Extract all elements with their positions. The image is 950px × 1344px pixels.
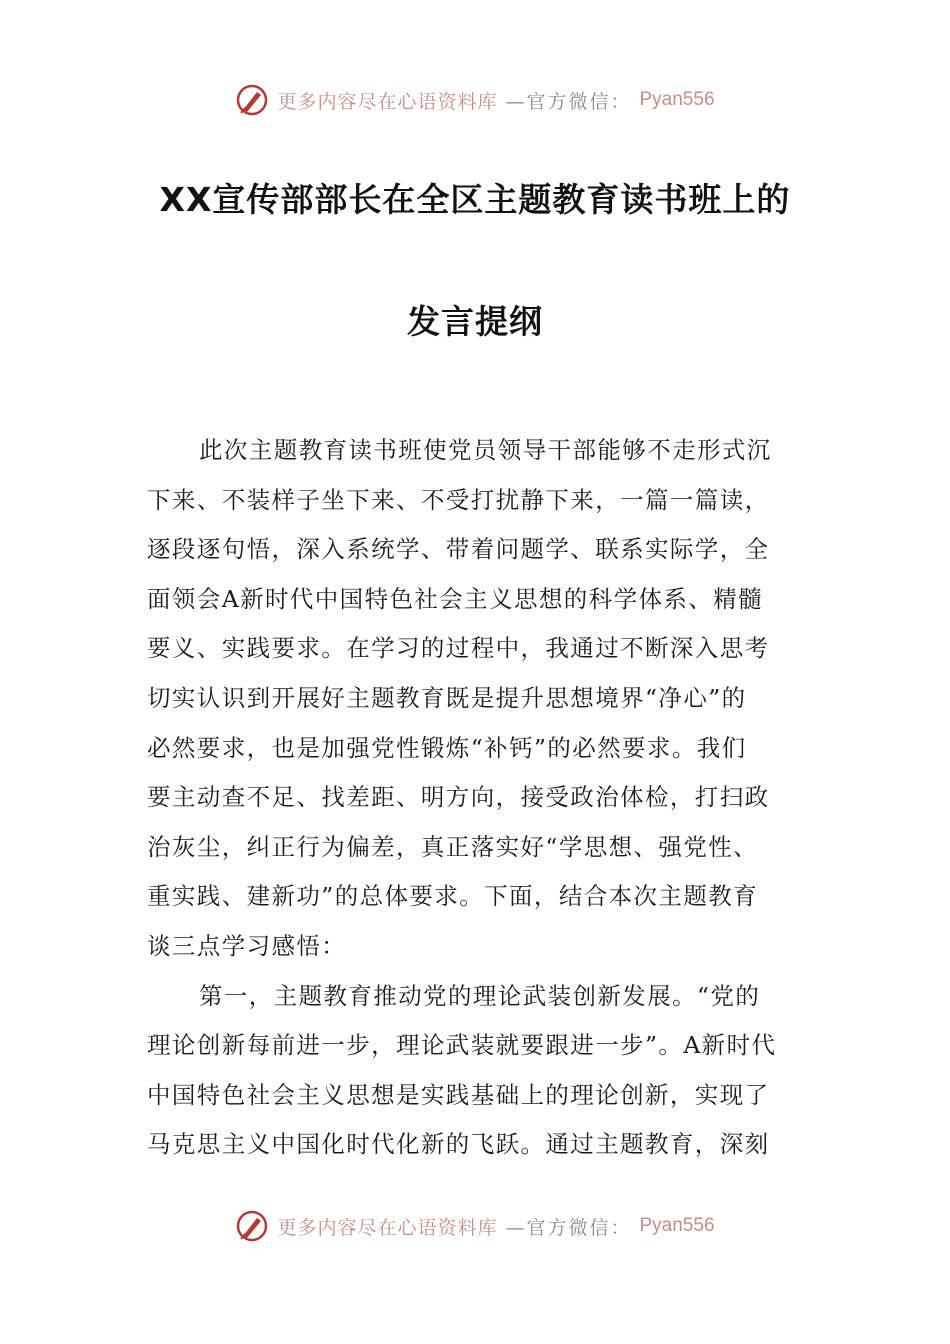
- banner-wechat-label: —官方微信：: [505, 1216, 632, 1239]
- body-line: 治灰尘，纠正行为偏差，真正落实好“学思想、强党性、: [147, 832, 759, 861]
- body-line: 重实践、建新功”的总体要求。下面，结合本次主题教育: [147, 882, 759, 911]
- document-title-line-2: 发言提纲: [407, 302, 543, 341]
- body-line: 中国特色社会主义思想是实践基础上的理论创新，实现了: [147, 1080, 770, 1109]
- banner-wechat-id: Pyan556: [639, 1215, 715, 1236]
- banner-wechat-id: Pyan556: [639, 89, 715, 110]
- document-body: [147, 426, 805, 1170]
- header-watermark-banner: [0, 80, 950, 120]
- quill-pen-logo-icon: [235, 83, 269, 117]
- body-line: 必然要求，也是加强党性锻炼“补钙”的必然要求。我们: [147, 733, 747, 762]
- body-line: 第一，主题教育推动党的理论武装创新发展。“党的: [199, 981, 761, 1010]
- body-line: 此次主题教育读书班使党员领导干部能够不走形式沉: [199, 436, 772, 464]
- body-line: 逐段逐句悟，深入系统学、带着问题学、联系实际学，全: [147, 535, 770, 564]
- body-line: 理论创新每前进一步，理论武装就要跟进一步”。A新时代: [147, 1031, 777, 1060]
- body-line: 切实认识到开展好主题教育既是提升思想境界“净心”的: [147, 683, 747, 712]
- banner-site-name: 更多内容尽在心语资料库: [277, 1216, 498, 1239]
- document-title-line-1: XX宣传部部长在全区主题教育读书班上的: [159, 180, 791, 219]
- banner-wechat-label: —官方微信：: [505, 90, 632, 113]
- body-line: 要主动查不足、找差距、明方向，接受政治体检，打扫政: [147, 783, 770, 812]
- body-line: 要义、实践要求。在学习的过程中，我通过不断深入思考: [147, 634, 770, 663]
- banner-site-name: 更多内容尽在心语资料库: [277, 90, 498, 113]
- quill-pen-logo-icon: [235, 1209, 269, 1243]
- body-line: 谈三点学习感悟：: [147, 931, 347, 960]
- body-line: 马克思主义中国化时代化新的飞跃。通过主题教育，深刻: [147, 1130, 770, 1159]
- body-line: 面领会A新时代中国特色社会主义思想的科学体系、精髓: [147, 584, 763, 613]
- body-line: 下来、不装样子坐下来、不受打扰静下来，一篇一篇读，: [147, 485, 770, 514]
- footer-watermark-banner: [0, 1206, 950, 1246]
